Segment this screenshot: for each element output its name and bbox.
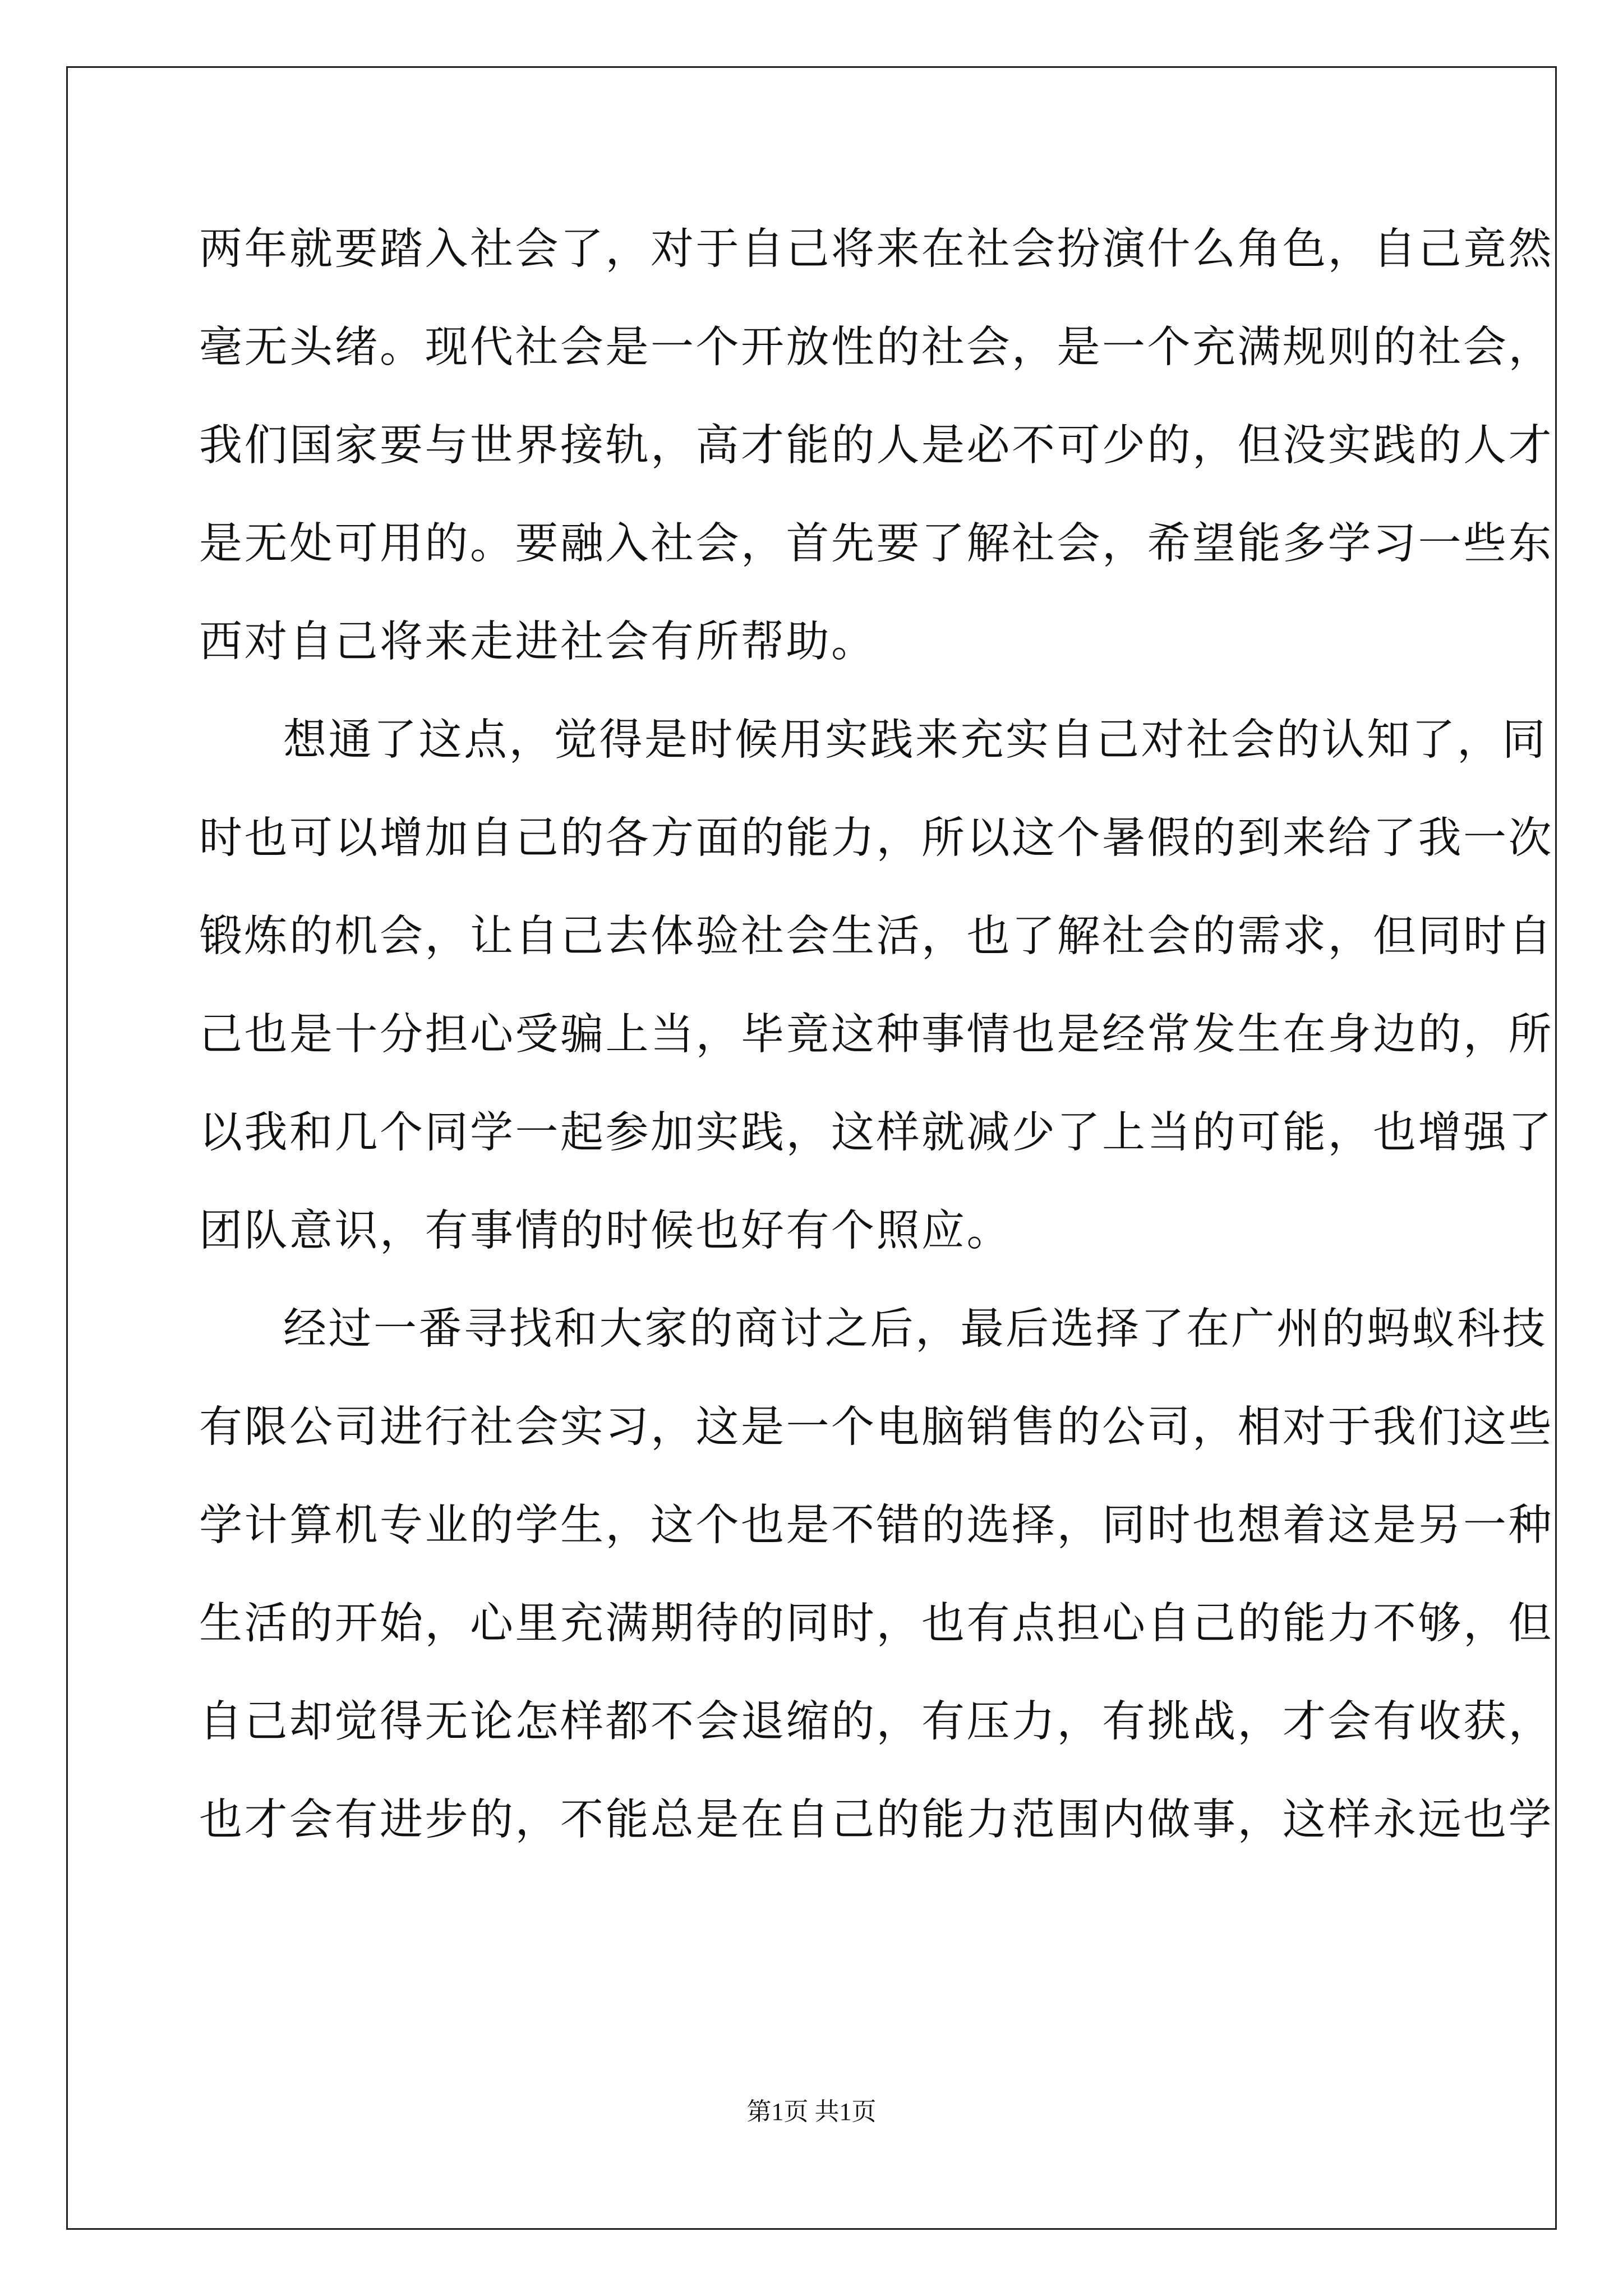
text-line: 己也是十分担心受骗上当，毕竟这种事情也是经常发生在身边的，所 [199,1010,1553,1060]
text-line: 有限公司进行社会实习，这是一个电脑销售的公司，相对于我们这些 [199,1402,1553,1452]
text-line: 我们国家要与世界接轨，高才能的人是必不可少的，但没实践的人才 [199,421,1553,471]
paragraph-first-line: 经过一番寻找和大家的商讨之后，最后选择了在广州的蚂蚁科技 [283,1304,1547,1354]
text-line: 两年就要踏入社会了，对于自己将来在社会扮演什么角色，自己竟然 [199,224,1553,274]
text-line: 时也可以增加自己的各方面的能力，所以这个暑假的到来给了我一次 [199,813,1553,863]
text-line: 学计算机专业的学生，这个也是不错的选择，同时也想着这是另一种 [199,1501,1553,1550]
text-line: 也才会有进步的，不能总是在自己的能力范围内做事，这样永远也学 [199,1795,1553,1845]
text-line: 西对自己将来走进社会有所帮助。 [199,617,877,667]
text-line: 锻炼的机会，让自己去体验社会生活，也了解社会的需求，但同时自 [199,912,1553,961]
page-footer: 第1页 共1页 [746,2098,877,2125]
text-line: 毫无头绪。现代社会是一个开放性的社会，是一个充满规则的社会， [199,323,1553,372]
text-line: 是无处可用的。要融入社会，首先要了解社会，希望能多学习一些东 [199,519,1553,569]
text-line: 自己却觉得无论怎样都不会退缩的，有压力，有挑战，才会有收获， [199,1697,1553,1747]
paragraph-first-line: 想通了这点，觉得是时候用实践来充实自己对社会的认知了，同 [283,715,1547,765]
text-line: 团队意识，有事情的时候也好有个照应。 [199,1206,1012,1256]
text-line: 以我和几个同学一起参加实践，这样就减少了上当的可能，也增强了 [199,1108,1553,1158]
text-line: 生活的开始，心里充满期待的同时，也有点担心自己的能力不够，但 [199,1599,1553,1649]
